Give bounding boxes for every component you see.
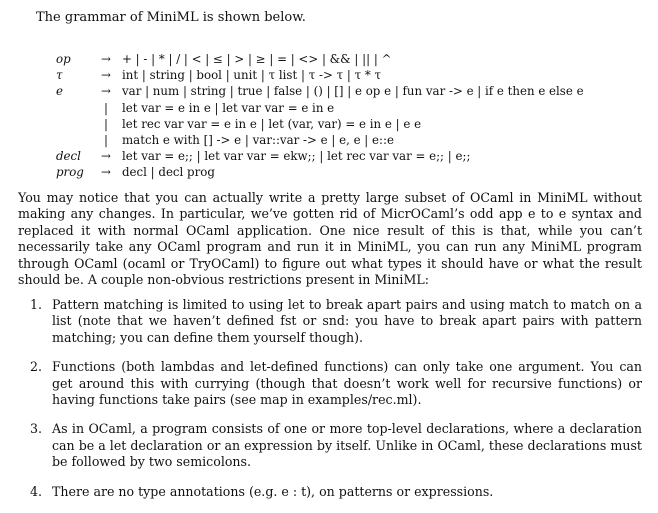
grammar-nonterminal: op — [56, 52, 71, 66]
grammar-row — [56, 84, 626, 100]
grammar-nonterminal: τ — [56, 68, 63, 83]
grammar-production: int | string | bool | unit | τ list | τ -> τ | τ * τ — [122, 68, 382, 83]
grammar-row — [56, 165, 626, 181]
grammar-arrow: → — [101, 68, 111, 83]
grammar-row — [56, 149, 626, 165]
grammar-production: let var = e;; | let var var = ekw;; | let rec var var = e;; | e;; — [122, 149, 471, 164]
grammar-bar: | — [104, 132, 108, 147]
grammar-production: + | - | * | / | < | ≤ | > | ≥ | = | <> | && | || | ^ — [122, 52, 392, 66]
grammar-row — [56, 133, 626, 149]
list-item — [30, 297, 642, 346]
list-item — [30, 484, 642, 500]
grammar-bar: | — [104, 116, 108, 131]
list-item-text: Pattern matching is limited to using let to break apart pairs and using match to match on a list (note that we haven’t defined fst or snd: you have to break apart pairs with pattern matching; you can define them yourself though). — [52, 297, 642, 345]
grammar-production: match e with [] -> e | var::var -> e | e, e | e::e — [122, 132, 394, 147]
body-paragraph: You may notice that you can actually write a pretty large subset of OCaml in MiniML without making any changes. In particular, we’ve gotten rid of MicrOCaml’s odd app e to e syntax and replaced it with normal OCaml application. One nice result of this is that, while you can’t necessarily take any OCaml program and run it in MiniML, you can run any MiniML program through OCaml (ocaml or TryOCaml) to figure out what types it should have or what the result should be. A couple non-obvious restrictions present in MiniML: — [18, 190, 642, 288]
grammar-production: decl | decl prog — [122, 165, 215, 180]
grammar-row — [56, 68, 626, 84]
grammar-production: let var = e in e | let var var = e in e — [122, 100, 335, 115]
grammar-row — [56, 117, 626, 133]
grammar-row — [56, 52, 626, 68]
list-item-number: 4. — [30, 483, 43, 499]
list-item-number: 2. — [30, 359, 43, 375]
grammar-nonterminal: decl — [56, 149, 81, 164]
list-item-text: Functions (both lambdas and let-defined functions) can only take one argument. You can get around this with currying (though that doesn’t work well for recursive functions) or having functions take pairs (see map in examples/rec.ml). — [52, 359, 642, 408]
grammar-production: let rec var var = e in e | let (var, var) = e in e | e e — [122, 116, 422, 131]
list-item-number: 1. — [30, 297, 43, 312]
grammar-arrow: → — [101, 165, 111, 180]
grammar-table — [56, 52, 626, 182]
list-item — [30, 359, 642, 408]
grammar-arrow: → — [101, 84, 111, 99]
grammar-production: var | num | string | true | false | () | [] | e op e | fun var -> e | if e then e else e — [122, 84, 584, 99]
grammar-arrow: → — [101, 52, 111, 66]
list-item-text: As in OCaml, a program consists of one or more top-level declarations, where a declaration can be a let declaration or an expression by itself. Unlike in OCaml, these declarations must be followed by two semicolons. — [52, 421, 642, 470]
list-item-number: 3. — [30, 421, 43, 437]
intro-text: The grammar of MiniML is shown below. — [36, 10, 306, 25]
list-item-text: There are no type annotations (e.g. e : t), on patterns or expressions. — [52, 483, 494, 499]
grammar-arrow: → — [101, 149, 111, 164]
grammar-nonterminal: prog — [56, 165, 84, 180]
grammar-nonterminal: e — [56, 84, 63, 99]
list-item — [30, 421, 642, 470]
grammar-row — [56, 101, 626, 117]
restrictions-list — [30, 297, 642, 513]
grammar-bar: | — [104, 100, 108, 115]
